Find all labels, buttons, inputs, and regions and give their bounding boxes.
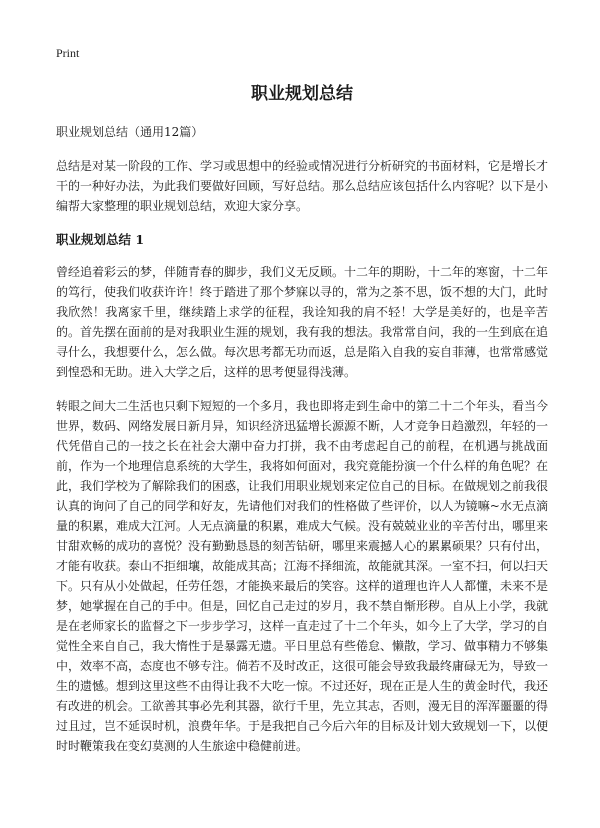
section-heading: 职业规划总结 1: [56, 232, 145, 247]
intro-paragraph: 总结是对某一阶段的工作、学习或思想中的经验或情况进行分析研究的书面材料，它是增长才干的一种好办法，为此我们要做好回顾，写好总结。那么总结应该包括什么内容呢？以下是小编帮大家整理的职业规划总结，欢迎大家分享。: [56, 159, 549, 213]
body-paragraph-1: 曾经追着彩云的梦，伴随青春的脚步，我们义无反顾。十二年的期盼，十二年的寒窗，十二年的笃行，使我们收获许许！终于踏进了那个梦寐以寻的，常为之茶不思，饭不想的大门，此时我欣然！我离家千里，继续踏上求学的征程，我诠知我的肩不轻！大学是美好的，也是辛苦的。首先摆在面前的是对我职业生涯的规划，我有我的想法。我常常自问，我的一生到底在追寻什么，我想要什么，怎么做。每次思考都无功而返，总是陷入自我的妄自菲薄，也常常感觉到惶恐和无助。进入大学之后，这样的思考便显得浅薄。: [56, 265, 549, 379]
body-paragraph-2: 转眼之间大二生活也只剩下短短的一个多月，我也即将走到生命中的第二十二个年头，看当今世界，数码、网络发展日新月异，知识经济迅猛增长源源不断，人才竞争日趋激烈，年轻的一代凭借自己的一技之长在社会大潮中奋力打拼，我不由考虑起自己的前程，在机遇与挑战面前，作为一个地理信息系统的大学生，我将如何面对，我究竟能扮演一个什么样的角色呢？在此，我们学校为了解除我们的困惑，让我们用职业规划来定位自己的目标。在做规划之前我很认真的询问了自己的同学和好友，先请他们对我们的性格做了些评价，以人为镜嘛~水无点滴量的积累，难成大江河。人无点滴量的积累，难成大气候。没有兢兢业业的辛苦付出，哪里来甘甜欢畅的成功的喜悦？没有勤勤恳恳的刻苦钻研，哪里来震撼人心的累累硕果？只有付出，才能有收获。泰山不拒细壤，故能成其高；江海不择细流，故能就其深。一室不扫，何以扫天下。只有从小处做起，任劳任怨，才能换来最后的笑容。这样的道理也许人人都懂，未来不是梦，她掌握在自己的手中。但是，回忆自己走过的岁月，我不禁自惭形秽。自从上小学，我就是在老师家长的监督之下一步步学习，这样一直走过了十二个年头，如今上了大学，学习的自觉性全来自自己，我大惰性于是暴露无遗。平日里总有些倦怠、懒散，学习、做事精力不够集中，效率不高，态度也不够专注。倘若不及时改正，这很可能会导致我最终庸碌无为，导致一生的遗憾。想到这里这些不由得让我不大吃一惊。不过还好，现在正是人生的黄金时代，我还有改进的机会。工欲善其事必先利其器，欲行千里，先立其志，否则，漫无目的浑浑噩噩的得过且过，岂不延误时机，浪费年华。于是我把自己今后六年的目标及计划大致规划一下，以便时时鞭策我在变幻莫测的人生旅途中稳健前进。: [56, 399, 549, 753]
document-title: 职业规划总结: [251, 84, 353, 104]
document-page: [56, 44, 548, 770]
document-subtitle: 职业规划总结（通用12篇）: [56, 125, 204, 139]
print-link[interactable]: Print: [56, 46, 80, 60]
